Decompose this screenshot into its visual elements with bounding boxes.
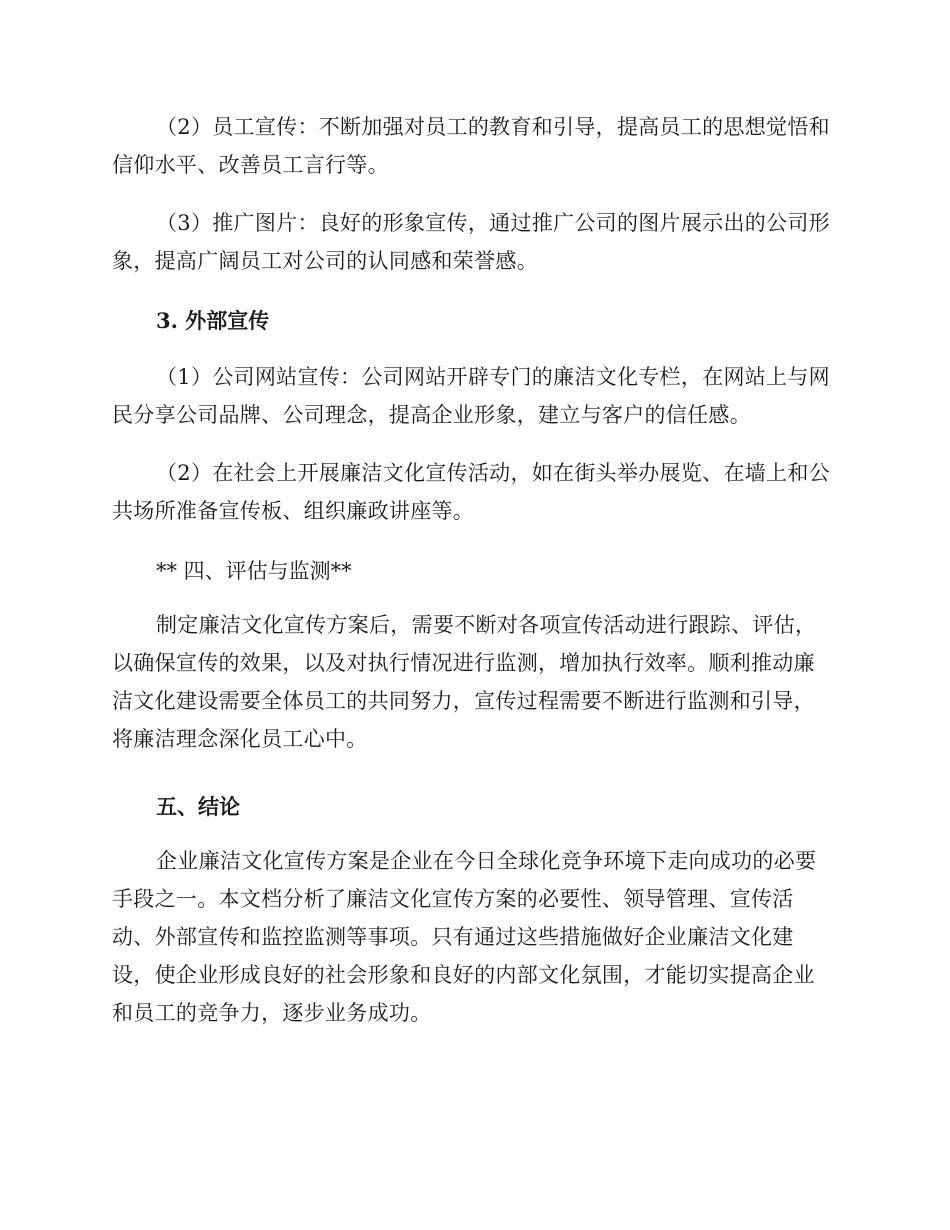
- paragraph-website-publicity: [112, 358, 832, 434]
- paragraph-social-activities: [112, 454, 832, 530]
- paragraph-text: 制定廉洁文化宣传方案后，需要不断对各项宣传活动进行跟踪、评估，以确保宣传的效果，以及对执行情况进行监测，增加执行效率。顺利推动廉洁文化建设需要全体员工的共同努力，宣传过程需要不断进行监测和引导，将廉洁理念深化员工心中。: [112, 613, 817, 751]
- paragraph-evaluation: [112, 606, 832, 758]
- section-heading-conclusion: [112, 788, 832, 826]
- paragraph-text: 企业廉洁文化宣传方案是企业在今日全球化竞争环境下走向成功的必要手段之一。本文档分析了廉洁文化宣传方案的必要性、领导管理、宣传活动、外部宣传和监控监测等事项。只有通过这些措施做好企业廉洁文化建设，使企业形成良好的社会形象和良好的内部文化氛围，才能切实提高企业和员工的竞争力，逐步业务成功。: [112, 849, 817, 1025]
- paragraph-text: （3）推广图片：良好的形象宣传，通过推广公司的图片展示出的公司形象，提高广阔员工对公司的认同感和荣誉感。: [112, 211, 830, 273]
- paragraph-promo-images: [112, 204, 832, 280]
- paragraph-employee-publicity: [112, 108, 832, 184]
- section-heading-external: [112, 302, 832, 340]
- paragraph-conclusion: [112, 842, 832, 1032]
- heading-text: 五、结论: [156, 794, 240, 819]
- paragraph-text: （2）在社会上开展廉洁文化宣传活动，如在街头举办展览、在墙上和公共场所准备宣传板、组织廉政讲座等。: [112, 461, 830, 523]
- heading-text: ** 四、评估与监测**: [156, 559, 352, 583]
- section-heading-evaluation: [112, 552, 832, 590]
- paragraph-text: （2）员工宣传：不断加强对员工的教育和引导，提高员工的思想觉悟和信仰水平、改善员工言行等。: [112, 115, 830, 177]
- heading-text: 3. 外部宣传: [156, 308, 270, 333]
- paragraph-text: （1）公司网站宣传：公司网站开辟专门的廉洁文化专栏，在网站上与网民分享公司品牌、公司理念，提高企业形象，建立与客户的信任感。: [112, 365, 830, 427]
